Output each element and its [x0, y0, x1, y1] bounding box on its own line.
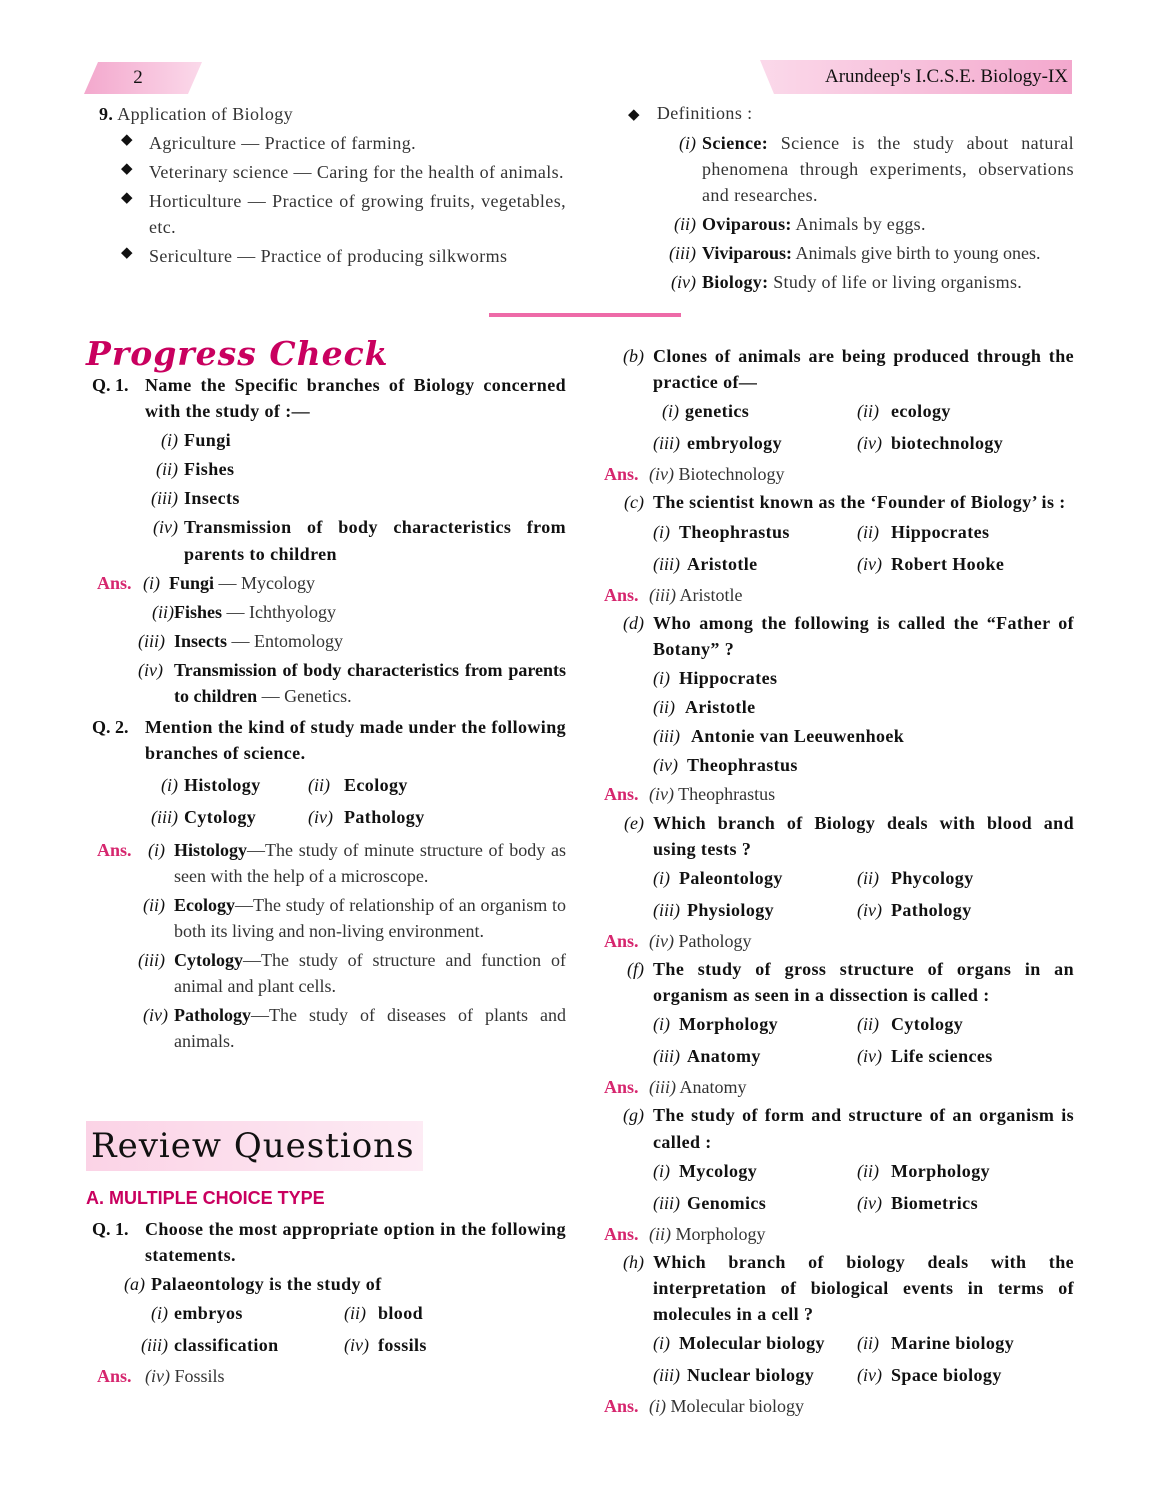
option-item: (iii) Genomics [653, 1192, 767, 1213]
answer-item: (iii) Cytology—The study of structure and function of animal and plant cells. [138, 949, 566, 996]
answer-item: Ans. (iv) Biotechnology [604, 461, 1074, 487]
option-item: (i) embryos [151, 1303, 243, 1324]
ans-label: Ans. [604, 930, 639, 951]
review-q1-right [604, 343, 1074, 1421]
option-item: (iii) Nuclear biology [653, 1365, 815, 1386]
section-divider [489, 313, 681, 317]
option-item: (ii) ecology [857, 401, 951, 422]
option-item: (iii) Insects [151, 488, 240, 509]
answer-item: Ans. (iv) Pathology [604, 928, 1074, 954]
progress-check-title: Progress Check [86, 334, 389, 373]
question-part: (b) Clones of animals are being produced through the practice of— [623, 346, 1074, 393]
option-item: (iii) embryology [653, 433, 782, 454]
option-item: (ii) Aristotle [653, 697, 756, 718]
option-item: (iv) Life sciences [857, 1046, 993, 1067]
diamond-bullet-icon: ◆ [628, 107, 640, 123]
ans-label: Ans. [604, 1223, 639, 1244]
answer-item: (ii) Fishes — Ichthyology [152, 601, 337, 622]
diamond-bullet-icon: ◆ [121, 245, 133, 262]
option-item: (iv) Pathology [857, 899, 972, 920]
option-item: (iii) Aristotle [653, 553, 758, 574]
option-item: (i) Theophrastus [653, 521, 790, 542]
ans-label: Ans. [604, 1396, 639, 1417]
question-part: (h) Which branch of biology deals with the interpretation of biological events in terms of molecules in a cell ? [623, 1251, 1074, 1325]
option-item: (iv) biotechnology [857, 433, 1004, 454]
question-part: (g) The study of form and structure of an organism is called : [623, 1105, 1074, 1152]
option-item: (iv) Pathology [308, 807, 425, 828]
option-item: (iv) Transmission of body characteristics from parents to children [153, 517, 566, 564]
question: Q. 1. Name the Specific branches of Biology concerned with the study of :— [92, 375, 566, 422]
question: Q. 2. Mention the kind of study made under the following branches of science. [92, 717, 566, 764]
diamond-bullet-icon: ◆ [121, 161, 133, 178]
application-of-biology [92, 101, 566, 273]
definition-item: (i) Science: Science is the study about natural phenomena through experiments, observations and researches. [679, 132, 1074, 205]
option-item: (i) genetics [662, 401, 750, 422]
option-item: (ii) Morphology [857, 1160, 991, 1181]
option-item: (iv) Biometrics [857, 1192, 978, 1213]
option-item: (ii) Fishes [156, 459, 235, 480]
book-title: Arundeep's I.C.S.E. Biology-IX [824, 66, 1068, 87]
answer-item: Ans. (i) Fungi — Mycology [92, 570, 566, 596]
question-part: (e) Which branch of Biology deals with blood and using tests ? [624, 812, 1074, 859]
option-list [604, 665, 1074, 778]
option-list [92, 427, 566, 566]
option-item: (i) Mycology [653, 1160, 758, 1181]
option-item: (i) Histology [161, 775, 261, 796]
question-part: (a) Palaeontology is the study of [124, 1274, 382, 1295]
option-list [604, 395, 1074, 459]
option-list [604, 862, 1074, 926]
option-item: (ii) Ecology [308, 775, 408, 796]
definition-item: (iv) Biology: Study of life or living organisms. [671, 272, 1023, 293]
answer-item: Ans. (iii) Anatomy [604, 1074, 1074, 1100]
option-item: (iii) classification [141, 1335, 279, 1356]
option-item: (iii) Cytology [151, 807, 257, 828]
answer-item: (iv) Pathology—The study of diseases of plants and animals. [143, 1005, 566, 1052]
option-item: (i) Molecular biology [653, 1333, 825, 1354]
diamond-bullet-icon: ◆ [121, 190, 133, 207]
option-list [92, 1297, 566, 1361]
question: Q. 1. Choose the most appropriate option in the following statements. [92, 1219, 566, 1266]
review-q1-left [92, 1216, 566, 1390]
option-item: (ii) blood [344, 1303, 424, 1324]
question-part: (f) The study of gross structure of organs in an organism as seen in a dissection is called : [627, 958, 1074, 1006]
answer-item: Ans. (i) Molecular biology [604, 1393, 1074, 1419]
option-item: (iv) Theophrastus [653, 755, 798, 776]
answer-item: Ans. (iv) Fossils [92, 1363, 566, 1389]
definition-item: (iii) Viviparous: Animals give birth to young ones. [669, 243, 1041, 264]
progress-check-body [92, 372, 566, 1057]
question-part: (c) The scientist known as the ‘Founder of Biology’ is : [624, 492, 1066, 513]
option-item: (i) Paleontology [653, 867, 783, 888]
option-item: (iii) Antonie van Leeuwenhoek [653, 726, 905, 747]
option-list [92, 769, 566, 833]
definitions-title: Definitions : [656, 103, 753, 123]
option-item: (i) Hippocrates [653, 668, 778, 689]
option-item: (iii) Anatomy [653, 1046, 761, 1067]
option-list [604, 1008, 1074, 1072]
answer-item: (iii) Insects — Entomology [138, 630, 343, 651]
list-item: ◆ Veterinary science — Caring for the health of animals. [121, 161, 564, 183]
answer-block [92, 837, 566, 1055]
option-item: (ii) Hippocrates [857, 521, 990, 542]
list-item: ◆ Sericulture — Practice of producing silkworms [121, 245, 508, 267]
ans-label: Ans. [604, 1077, 639, 1098]
option-item: (i) Morphology [653, 1014, 779, 1035]
option-item: (iv) Robert Hooke [857, 553, 1005, 574]
answer-item: (ii) Ecology—The study of relationship of an organism to both its living and non-living environment. [143, 894, 566, 941]
diamond-bullet-icon: ◆ [121, 132, 133, 149]
option-item: (ii) Phycology [857, 867, 974, 888]
review-questions-title: Review Questions [91, 1126, 415, 1166]
page-number: 2 [133, 67, 143, 88]
definition-item: (ii) Oviparous: Animals by eggs. [674, 214, 926, 235]
option-item: (iv) Space biology [857, 1365, 1002, 1386]
ans-label: Ans. [604, 584, 639, 605]
list-item: ◆ Horticulture — Practice of growing fruits, vegetables, etc. [121, 190, 567, 238]
option-item: (iv) fossils [344, 1335, 427, 1356]
ans-label: Ans. [97, 839, 132, 860]
answer-item: Ans. (iii) Aristotle [604, 582, 1074, 608]
answer-item: Ans. (iv) Theophrastus [604, 781, 1074, 807]
ans-label: Ans. [604, 784, 639, 805]
option-item: (iii) Physiology [653, 899, 775, 920]
option-item: (ii) Cytology [857, 1014, 964, 1035]
answer-item: Ans. (ii) Morphology [604, 1221, 1074, 1247]
option-list [604, 1155, 1074, 1219]
option-item: (i) Fungi [161, 430, 232, 451]
answer-item: (iv) Transmission of body characteristics from parents to children — Genetics. [138, 659, 566, 707]
question-part: (d) Who among the following is called the “Father of Botany” ? [623, 612, 1074, 659]
ans-label: Ans. [97, 1366, 132, 1387]
multiple-choice-heading: A. MULTIPLE CHOICE TYPE [86, 1188, 325, 1208]
ans-label: Ans. [97, 572, 132, 593]
option-item: (ii) Marine biology [857, 1333, 1015, 1354]
definitions [628, 100, 1074, 295]
ans-label: Ans. [604, 464, 639, 485]
answer-block [92, 570, 566, 709]
section-title: Application of Biology [117, 104, 294, 124]
section-number: 9. [99, 104, 114, 124]
answer-item: Ans. (i) Histology—The study of minute structure of body as seen with the help of a microscope. [92, 837, 566, 889]
list-item: ◆ Agriculture — Practice of farming. [121, 132, 417, 154]
option-list [604, 516, 1074, 580]
option-list [604, 1327, 1074, 1391]
